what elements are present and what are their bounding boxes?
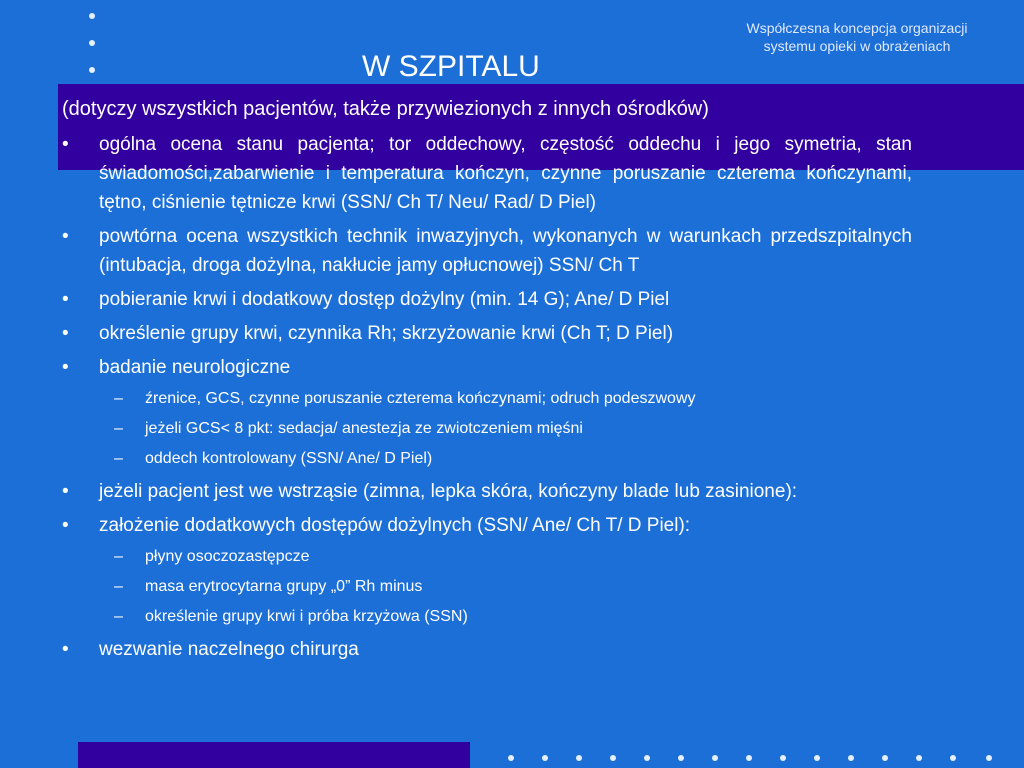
list-item-text: wezwanie naczelnego chirurga xyxy=(99,639,359,660)
dash-marker: – xyxy=(114,450,123,467)
decorative-dot xyxy=(746,755,752,761)
dash-marker: – xyxy=(114,578,123,595)
bullet-marker: • xyxy=(62,226,69,247)
list-item xyxy=(62,477,912,506)
decorative-dot xyxy=(576,755,582,761)
sub-list-item xyxy=(114,545,912,569)
list-item-text: jeżeli pacjent jest we wstrząsie (zimna, lepka skóra, kończyny blade lub zasinione): xyxy=(99,481,798,502)
sub-list-item xyxy=(114,447,912,471)
dash-marker: – xyxy=(114,420,123,437)
list-item-text: założenie dodatkowych dostępów dożylnych (SSN/ Ane/ Ch T/ D Piel): xyxy=(99,515,691,536)
dash-marker: – xyxy=(114,390,123,407)
decorative-dot xyxy=(678,755,684,761)
dash-marker: – xyxy=(114,548,123,565)
bottom-decorative-band xyxy=(78,742,470,768)
sub-list-item-text: płyny osoczozastępcze xyxy=(145,548,310,565)
list-item-text: powtórna ocena wszystkich technik inwazyjnych, wykonanych w warunkach przedszpitalnych (intubacja, droga dożylna, nakłucie jamy opłucnowej) SSN/ Ch T xyxy=(99,226,912,276)
sub-list-item-text: oddech kontrolowany (SSN/ Ane/ D Piel) xyxy=(145,450,433,467)
bullet-marker: • xyxy=(62,639,69,660)
sub-list-item xyxy=(114,387,912,411)
decorative-dot xyxy=(89,40,95,46)
decorative-dot xyxy=(814,755,820,761)
decorative-dot xyxy=(882,755,888,761)
decorative-dot xyxy=(644,755,650,761)
bullet-marker: • xyxy=(62,481,69,502)
list-item xyxy=(62,285,912,314)
sub-list-item-text: źrenice, GCS, czynne poruszanie czterema kończynami; odruch podeszwowy xyxy=(145,390,696,407)
list-item xyxy=(62,635,912,664)
sub-list-item-text: masa erytrocytarna grupy „0” Rh minus xyxy=(145,578,423,595)
decorative-dot xyxy=(89,13,95,19)
header-note-line: Współczesna koncepcja organizacji xyxy=(746,20,968,36)
list-item-text: określenie grupy krwi, czynnika Rh; skrzyżowanie krwi (Ch T; D Piel) xyxy=(99,323,674,344)
decorative-dot xyxy=(848,755,854,761)
decorative-dot xyxy=(89,67,95,73)
bullet-list xyxy=(62,130,912,669)
list-item-text: ogólna ocena stanu pacjenta; tor oddechowy, częstość oddechu i jego symetria, stan świadomości,zabarwienie i temperatura kończyn, czynne poruszanie czterema kończynami, tętno, ciśnienie tętnicze krwi (SSN/ Ch T/ Neu/ Rad/ D Piel) xyxy=(99,134,912,213)
sub-list-item xyxy=(114,605,912,629)
sub-list-item xyxy=(114,417,912,441)
header-note-line: systemu opieki w obrażeniach xyxy=(763,38,951,54)
sub-list-item-text: jeżeli GCS< 8 pkt: sedacja/ anestezja ze zwiotczeniem mięśni xyxy=(145,420,583,437)
decorative-dot xyxy=(508,755,514,761)
header-note xyxy=(712,19,1002,55)
bullet-marker: • xyxy=(62,357,69,378)
left-dot-column xyxy=(89,13,99,94)
list-item xyxy=(62,511,912,540)
bullet-marker: • xyxy=(62,515,69,536)
decorative-dot xyxy=(712,755,718,761)
list-item xyxy=(62,353,912,382)
bullet-marker: • xyxy=(62,289,69,310)
bullet-marker: • xyxy=(62,134,69,155)
list-item xyxy=(62,130,912,217)
dash-marker: – xyxy=(114,608,123,625)
bottom-dot-row xyxy=(508,755,1008,763)
list-item xyxy=(62,222,912,280)
list-item-text: pobieranie krwi i dodatkowy dostęp dożylny (min. 14 G); Ane/ D Piel xyxy=(99,289,670,310)
decorative-dot xyxy=(986,755,992,761)
bullet-marker: • xyxy=(62,323,69,344)
sub-list-item-text: określenie grupy krwi i próba krzyżowa (SSN) xyxy=(145,608,468,625)
decorative-dot xyxy=(542,755,548,761)
decorative-dot xyxy=(780,755,786,761)
decorative-dot xyxy=(916,755,922,761)
slide-title: W SZPITALU xyxy=(362,50,540,83)
slide-subtitle: (dotyczy wszystkich pacjentów, także przywiezionych z innych ośrodków) xyxy=(62,98,709,120)
decorative-dot xyxy=(950,755,956,761)
sub-list-item xyxy=(114,575,912,599)
list-item-text: badanie neurologiczne xyxy=(99,357,291,378)
list-item xyxy=(62,319,912,348)
decorative-dot xyxy=(610,755,616,761)
